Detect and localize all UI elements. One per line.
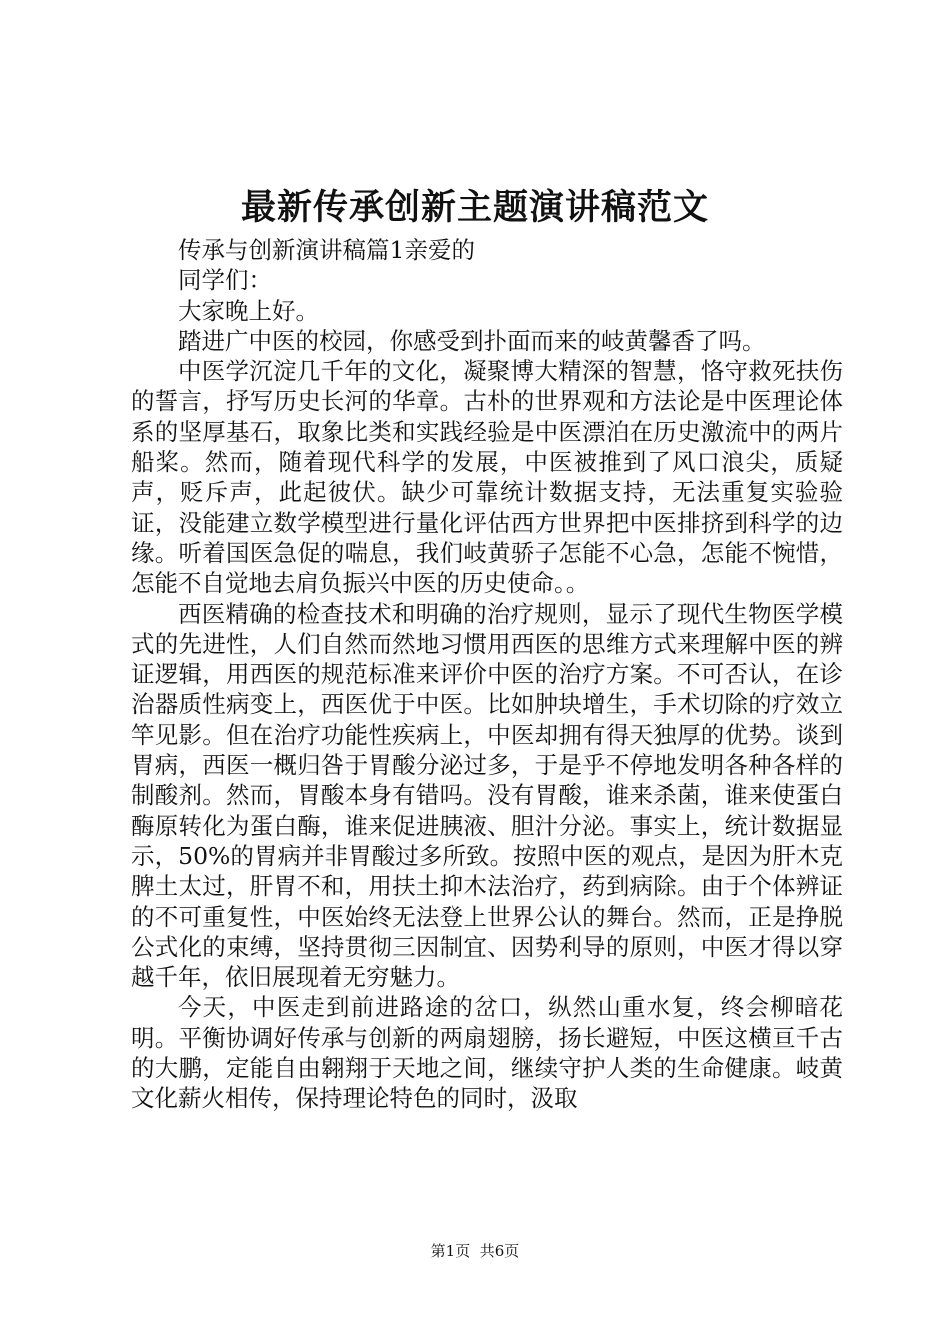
paragraph: 中医学沉淀几千年的文化，凝聚博大精深的智慧，恪守救死扶伤的誓言，抒写历史长河的华章。古朴的世界观和方法论是中医理论体系的坚厚基石，取象比类和实践经验是中医漂泊在历史激流中的两片船桨。然而，随着现代科学的发展，中医被推到了风口浪尖，质疑声，贬斥声，此起彼伏。缺少可靠统计数据支持，无法重复实验验证，没能建立数学模型进行量化评估西方世界把中医排挤到科学的边缘。听着国医急促的喘息，我们岐黄骄子怎能不心急，怎能不惋惜，怎能不自觉地去肩负振兴中医的历史使命。。 bbox=[131, 357, 843, 598]
paragraph: 踏进广中医的校园，你感受到扑面而来的岐黄馨香了吗。 bbox=[178, 326, 766, 355]
document-body bbox=[131, 235, 843, 1114]
paragraph: 大家晚上好。 bbox=[178, 296, 319, 325]
page-number: 第1页 bbox=[430, 1242, 471, 1260]
paragraph: 今天，中医走到前进路途的岔口，纵然山重水复，终会柳暗花明。平衡协调好传承与创新的两扇翅膀，扬长避短，中医这横亘千古的大鹏，定能自由翱翔于天地之间，继续守护人类的生命健康。岐黄文化薪火相传，保持理论特色的同时，汲取 bbox=[131, 993, 843, 1113]
page-total: 共6页 bbox=[479, 1242, 520, 1260]
paragraph: 同学们： bbox=[178, 266, 272, 295]
document-title: 最新传承创新主题演讲稿范文 bbox=[240, 188, 709, 228]
page-footer bbox=[0, 1240, 950, 1262]
paragraph: 传承与创新演讲稿篇1亲爱的 bbox=[178, 236, 475, 264]
paragraph: 西医精确的检查技术和明确的治疗规则，显示了现代生物医学模式的先进性，人们自然而然地习惯用西医的思维方式来理解中医的辨证逻辑，用西医的规范标准来评价中医的治疗方案。不可否认，在诊治器质性病变上，西医优于中医。比如肿块增生，手术切除的疗效立竿见影。但在治疗功能性疾病上，中医却拥有得天独厚的优势。谈到胃病，西医一概归咎于胃酸分泌过多，于是乎不停地发明各种各样的制酸剂。然而，胃酸本身有错吗。没有胃酸，谁来杀菌，谁来使蛋白酶原转化为蛋白酶，谁来促进胰液、胆汁分泌。事实上，统计数据显示，50%的胃病并非胃酸过多所致。按照中医的观点，是因为肝木克脾土太过，肝胃不和，用扶土抑木法治疗，药到病除。由于个体辨证的不可重复性，中医始终无法登上世界公认的舞台。然而，正是挣脱公式化的束缚，坚持贯彻三因制宜、因势利导的原则，中医才得以穿越千年，依旧展现着无穷魅力。 bbox=[131, 599, 843, 992]
